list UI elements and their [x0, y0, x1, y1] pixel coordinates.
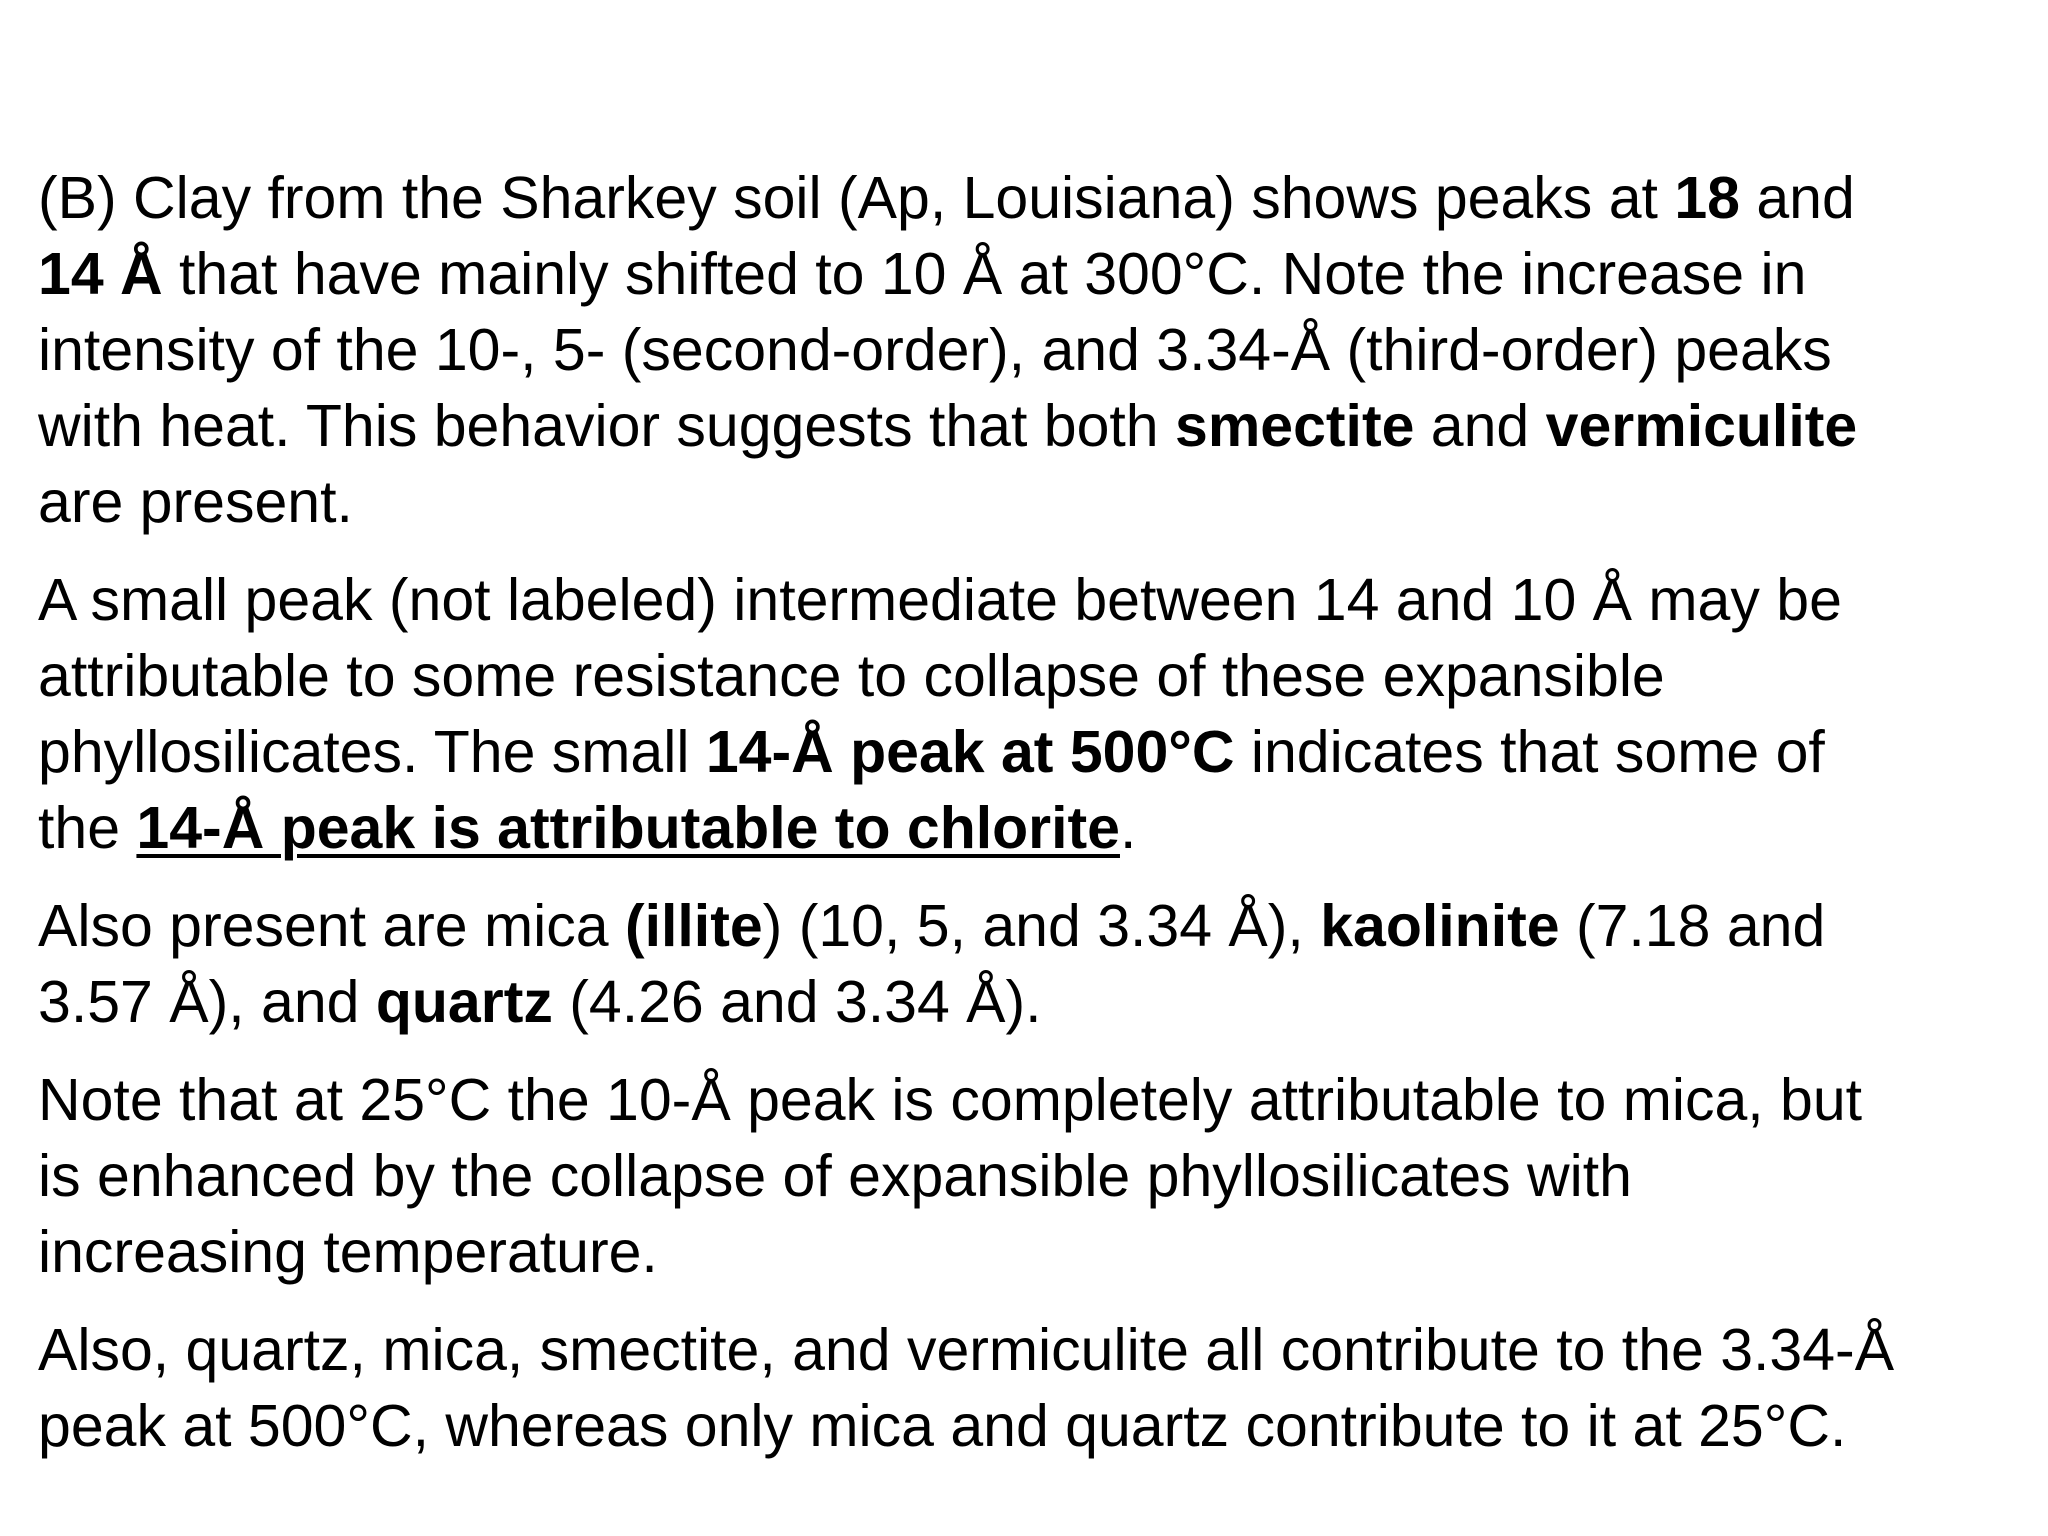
- bold-term: 14-Å peak at 500°C: [705, 719, 1235, 785]
- text-run: (B) Clay from the Sharkey soil (Ap, Louisiana) shows peaks at: [38, 165, 1675, 231]
- bold-term: quartz: [375, 969, 553, 1035]
- text-run: 3.57 Å), and: [38, 969, 376, 1035]
- text-run: Also, quartz, mica, smectite, and vermiculite all contribute to the 3.34-Å: [38, 1317, 1895, 1383]
- text-line: [38, 236, 2028, 312]
- text-line: [38, 888, 2028, 964]
- text-line: [38, 1138, 2028, 1214]
- text-line: [38, 790, 2028, 866]
- text-run: intensity of the 10-, 5- (second-order), and 3.34-Å (third-order) peaks: [38, 317, 1832, 383]
- text-run: (4.26 and 3.34 Å).: [552, 969, 1042, 1035]
- text-run: with heat. This behavior suggests that both: [38, 393, 1175, 459]
- text-run: peak at 500°C, whereas only mica and quartz contribute to it at 25°C.: [38, 1393, 1847, 1459]
- body-text: [38, 160, 2028, 1464]
- text-line: [38, 714, 2028, 790]
- text-line: [38, 464, 2028, 540]
- paragraph-3: [38, 888, 2028, 1040]
- text-run: Note that at 25°C the 10-Å peak is completely attributable to mica, but: [38, 1067, 1863, 1133]
- text-run: .: [1119, 795, 1137, 861]
- bold-term: 14 Å: [38, 241, 163, 307]
- text-line: [38, 1388, 2028, 1464]
- bold-term: 18: [1674, 165, 1740, 231]
- text-line: [38, 160, 2028, 236]
- text-line: [38, 964, 2028, 1040]
- text-line: [38, 1214, 2028, 1290]
- emphasis-wrapper: [136, 795, 1120, 861]
- text-run: that have mainly shifted to 10 Å at 300°C. Note the increase in: [162, 241, 1807, 307]
- text-run: is enhanced by the collapse of expansible phyllosilicates with: [38, 1143, 1632, 1209]
- text-run: and: [1739, 165, 1855, 231]
- text-run: attributable to some resistance to collapse of these expansible: [38, 643, 1665, 709]
- text-line: [38, 312, 2028, 388]
- text-run: (7.18 and: [1559, 893, 1826, 959]
- bold-term: kaolinite: [1320, 893, 1560, 959]
- text-run: increasing temperature.: [38, 1219, 658, 1285]
- text-line: [38, 638, 2028, 714]
- paragraph-2: [38, 562, 2028, 866]
- text-line: [38, 1312, 2028, 1388]
- text-run: phyllosilicates. The small: [38, 719, 706, 785]
- paragraph-5: [38, 1312, 2028, 1464]
- text-run: Also present are mica: [38, 893, 625, 959]
- text-line: [38, 562, 2028, 638]
- text-run: are present.: [38, 469, 353, 535]
- text-run: A small peak (not labeled) intermediate between 14 and 10 Å may be: [38, 567, 1842, 633]
- text-line: [38, 1062, 2028, 1138]
- text-line: [38, 388, 2028, 464]
- emphasized-term: 14-Å peak is attributable to chlorite: [136, 795, 1120, 861]
- bold-term: (illite: [624, 893, 763, 959]
- text-run: the: [38, 795, 137, 861]
- text-run: indicates that some of: [1234, 719, 1825, 785]
- bold-term: smectite: [1175, 393, 1415, 459]
- text-run: and: [1414, 393, 1546, 459]
- bold-term: vermiculite: [1545, 393, 1858, 459]
- text-run: ) (10, 5, and 3.34 Å),: [762, 893, 1321, 959]
- paragraph-1: [38, 160, 2028, 540]
- paragraph-4: [38, 1062, 2028, 1290]
